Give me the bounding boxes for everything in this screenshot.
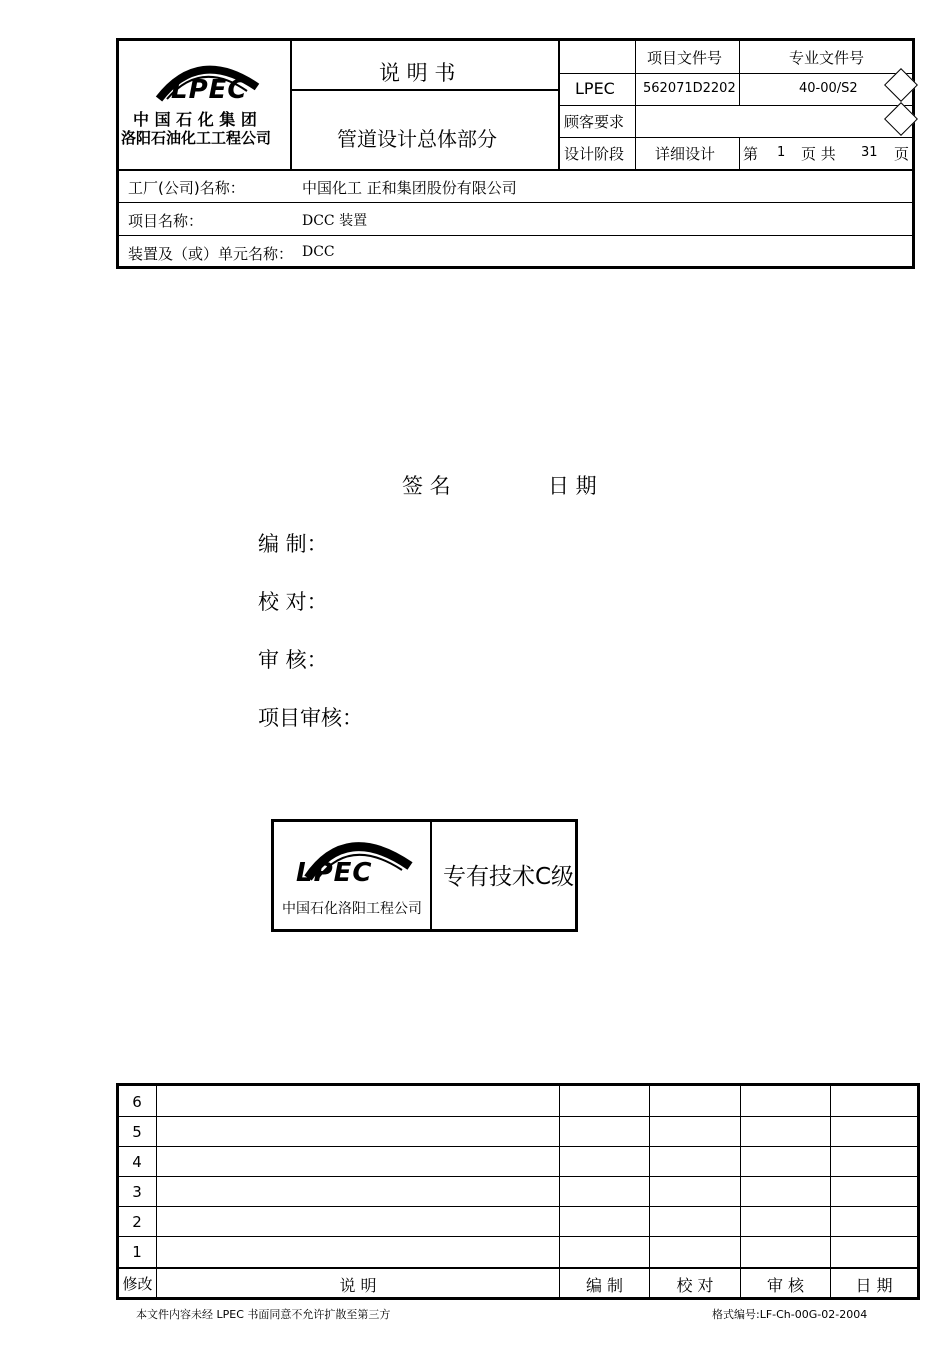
- reviewed-col-header: 审 核: [766, 1276, 805, 1295]
- stamp-level-text: 专有技术C级: [443, 864, 575, 890]
- date-col-header: 日 期: [855, 1276, 893, 1295]
- revision-table: [116, 1083, 920, 1300]
- revision-number: 5: [132, 1123, 142, 1141]
- company-logo: [119, 41, 291, 169]
- plant-label: 工厂(公司)名称：: [128, 179, 245, 197]
- page-suffix: 页: [894, 145, 910, 163]
- revision-diamond-icon: [884, 102, 918, 136]
- logo-cn-line2: 洛阳石油化工工程公司: [121, 129, 272, 147]
- title-block: [116, 38, 915, 269]
- discipline-doc-no: 40-00/S2: [799, 81, 858, 96]
- prepared-by-label: 编 制：: [258, 532, 328, 556]
- date-column-header: 日 期: [548, 474, 597, 498]
- project-value: DCC 装置: [302, 213, 368, 229]
- confidentiality-notice: 本文件内容未经 LPEC 书面同意不允许扩散至第三方: [136, 1308, 391, 1321]
- checked-by-label: 校 对：: [258, 590, 328, 614]
- company-code: LPEC: [575, 79, 615, 98]
- revision-col-header: 修改: [122, 1275, 153, 1293]
- stamp-company-name: 中国石化洛阳工程公司: [282, 901, 422, 917]
- project-label: 项目名称：: [128, 212, 204, 230]
- page-total: 31: [861, 145, 878, 160]
- revision-number: 4: [132, 1153, 142, 1171]
- revision-number: 3: [132, 1183, 142, 1201]
- form-number: 格式编号:LF-Ch-00G-02-2004: [712, 1308, 868, 1321]
- project-doc-no: 562071D2202: [643, 81, 736, 96]
- plant-value: 中国化工 正和集团股份有限公司: [302, 179, 517, 197]
- proprietary-stamp: [271, 819, 578, 932]
- project-doc-no-label: 项目文件号: [647, 49, 723, 67]
- reviewed-by-label: 审 核：: [258, 648, 328, 672]
- unit-value: DCC: [302, 244, 335, 260]
- revision-number: 1: [132, 1243, 142, 1261]
- page-current: 1: [777, 145, 786, 160]
- stamp-logo-text: LPEC: [296, 858, 373, 888]
- prepared-col-header: 编 制: [585, 1276, 624, 1295]
- design-stage-label: 设计阶段: [564, 145, 625, 163]
- signature-column-header: 签 名: [402, 474, 451, 498]
- logo-lpec-text: LPEC: [171, 75, 248, 105]
- client-requirement-label: 顾客要求: [564, 113, 625, 131]
- project-review-label: 项目审核：: [258, 706, 363, 730]
- revision-number: 6: [132, 1093, 142, 1111]
- description-col-header: 说 明: [339, 1276, 377, 1295]
- design-stage-value: 详细设计: [655, 145, 716, 163]
- logo-cn-line1: 中 国 石 化 集 团: [133, 110, 257, 129]
- checked-col-header: 校 对: [676, 1276, 714, 1295]
- doc-title: 管道设计总体部分: [337, 127, 497, 151]
- page-mid: 页 共: [801, 145, 836, 163]
- doc-type: 说 明 书: [379, 61, 456, 85]
- revision-number: 2: [132, 1213, 142, 1231]
- page-prefix: 第: [743, 145, 759, 163]
- unit-label: 装置及（或）单元名称：: [128, 245, 294, 263]
- discipline-doc-no-label: 专业文件号: [789, 49, 865, 67]
